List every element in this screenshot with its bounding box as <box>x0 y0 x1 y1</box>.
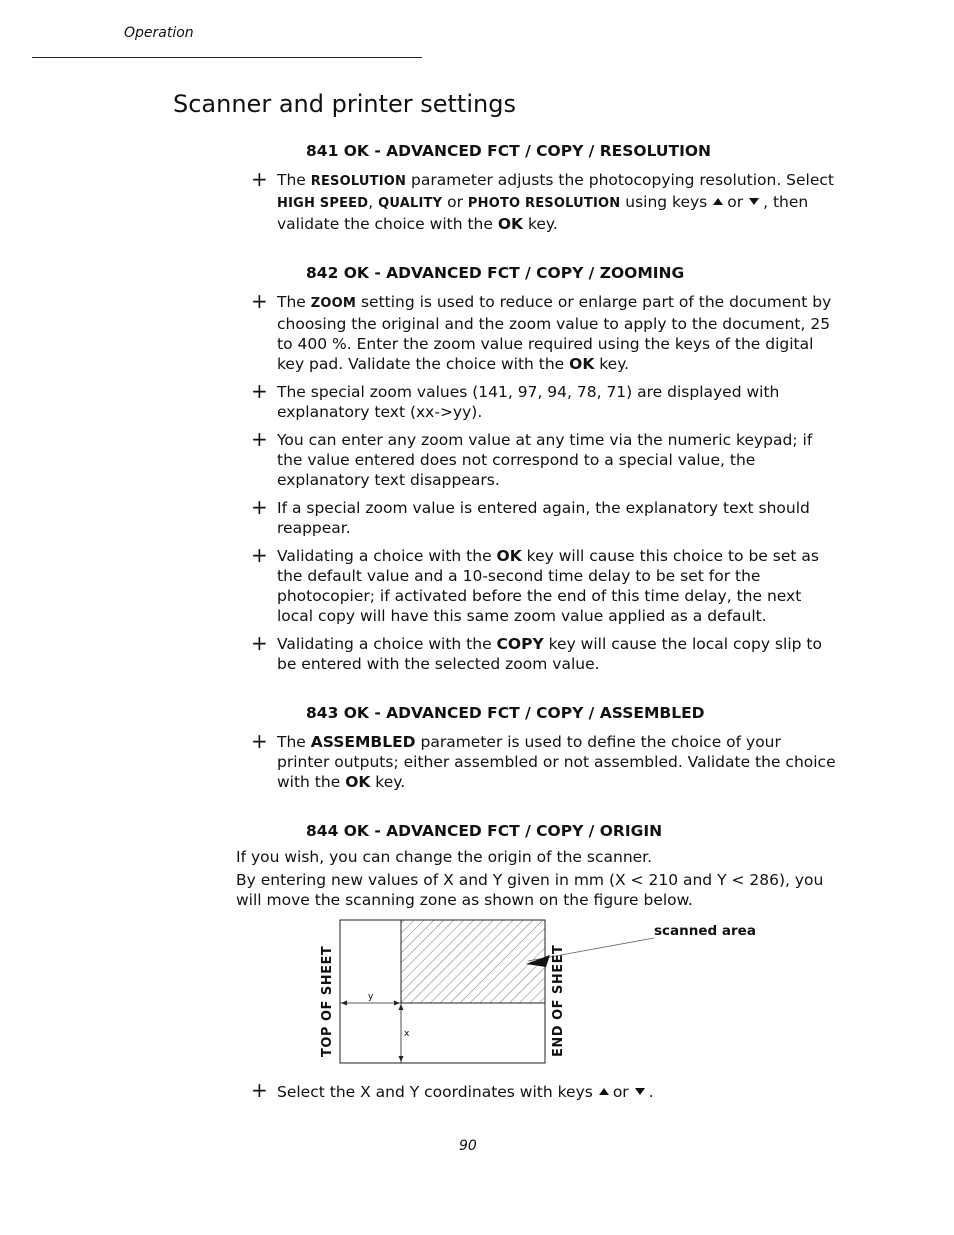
text: The <box>277 171 311 189</box>
plus-icon: + <box>251 729 268 753</box>
keyword-copy: COPY <box>496 635 544 653</box>
text: Validating a choice with the <box>277 635 497 653</box>
plus-icon: + <box>251 289 268 313</box>
bullet-zoom-1 <box>251 289 838 374</box>
keyword-ok: OK <box>345 773 371 791</box>
end-of-sheet-label: END OF SHEET <box>551 944 566 1057</box>
keyword-ok: OK <box>497 215 524 233</box>
bullet-select-coordinates <box>251 1078 654 1102</box>
text: The <box>277 733 311 751</box>
keyword-photo-resolution: PHOTO RESOLUTION <box>467 196 621 211</box>
keyword-zoom: ZOOM <box>310 296 357 311</box>
bullet-assembled <box>251 729 838 792</box>
keyword-ok: OK <box>496 547 522 565</box>
text: or <box>612 1083 629 1101</box>
keyword-resolution: RESOLUTION <box>310 174 407 189</box>
text: or <box>727 193 744 211</box>
text: key will cause this choice to be set as the default value and a 10-second time delay to be set for the photocopier; if activated before the end of this time delay, the next local copy will have this same zoom value applied as a default. <box>277 547 819 625</box>
figure-svg <box>310 915 770 1075</box>
top-of-sheet-label: TOP OF SHEET <box>320 945 335 1057</box>
text: using keys <box>620 193 708 211</box>
text: key. <box>523 215 558 233</box>
text: setting is used to reduce or enlarge part of the document by choosing the original and the zoom value to apply to the document, 25 to 400 %. Enter the zoom value required using the keys of the digital key pad. Validate the choice with the <box>277 293 832 373</box>
origin-paragraph-1: If you wish, you can change the origin of the scanner. <box>236 848 653 866</box>
section-heading-842: 842 OK - ADVANCED FCT / COPY / ZOOMING <box>306 264 685 282</box>
section-heading-844: 844 OK - ADVANCED FCT / COPY / ORIGIN <box>306 822 663 840</box>
bullet-zoom-5 <box>251 543 838 626</box>
down-arrow-icon <box>749 198 759 205</box>
text: key. <box>594 355 630 373</box>
text: key. <box>370 773 406 791</box>
keyword-assembled: ASSEMBLED <box>310 733 416 751</box>
y-label: y <box>368 992 374 1002</box>
scanned-area-rect <box>401 920 545 1003</box>
plus-icon: + <box>251 167 268 191</box>
bullet-zoom-6 <box>251 631 838 674</box>
text: Select the X and Y coordinates with keys <box>277 1083 593 1101</box>
text: Validating a choice with the <box>277 547 497 565</box>
keyword-quality: QUALITY <box>378 196 443 211</box>
scanned-area-label: scanned area <box>654 923 756 939</box>
section-heading-843: 843 OK - ADVANCED FCT / COPY / ASSEMBLED <box>306 704 705 722</box>
text: . <box>648 1083 654 1101</box>
plus-icon: + <box>251 379 268 403</box>
plus-icon: + <box>251 543 268 567</box>
plus-icon: + <box>251 1078 268 1102</box>
page-number: 90 <box>459 1138 477 1154</box>
keyword-ok: OK <box>569 355 595 373</box>
text: or <box>442 193 468 211</box>
text: parameter adjusts the photocopying resolution. Select <box>406 171 835 189</box>
x-label: x <box>404 1029 410 1039</box>
plus-icon: + <box>251 427 268 451</box>
text: The special zoom values (141, 97, 94, 78, 71) are displayed with explanatory text (xx->yy). <box>277 383 780 421</box>
section-heading-841: 841 OK - ADVANCED FCT / COPY / RESOLUTION <box>306 142 712 160</box>
up-arrow-icon <box>599 1088 609 1095</box>
plus-icon: + <box>251 631 268 655</box>
keyword-high-speed: HIGH SPEED <box>277 196 369 211</box>
header-rule <box>32 57 422 58</box>
text: key will cause the local copy slip to be entered with the selected zoom value. <box>277 635 822 673</box>
bullet-zoom-3 <box>251 427 838 490</box>
text: , <box>368 193 379 211</box>
plus-icon: + <box>251 495 268 519</box>
origin-paragraph-2: By entering new values of X and Y given in mm (X < 210 and Y < 286), you will move the scanning zone as shown on the figure below. <box>236 871 824 909</box>
text: If a special zoom value is entered again, the explanatory text should reappear. <box>277 499 810 537</box>
up-arrow-icon <box>713 198 723 205</box>
bullet-zoom-4 <box>251 495 838 538</box>
scan-origin-figure <box>310 915 770 1075</box>
main-content <box>236 138 838 910</box>
text: , then validate the choice with the <box>277 193 809 233</box>
page-title: Scanner and printer settings <box>173 90 516 118</box>
running-header: Operation <box>124 25 194 41</box>
text: The <box>277 293 311 311</box>
bullet-zoom-2 <box>251 379 838 422</box>
text: You can enter any zoom value at any time via the numeric keypad; if the value entered does not correspond to a special value, the explanatory text disappears. <box>277 431 813 489</box>
text: parameter is used to define the choice of your printer outputs; either assembled or not assembled. Validate the choice with the <box>277 733 836 791</box>
bullet-resolution <box>251 167 838 234</box>
down-arrow-icon <box>635 1088 645 1095</box>
